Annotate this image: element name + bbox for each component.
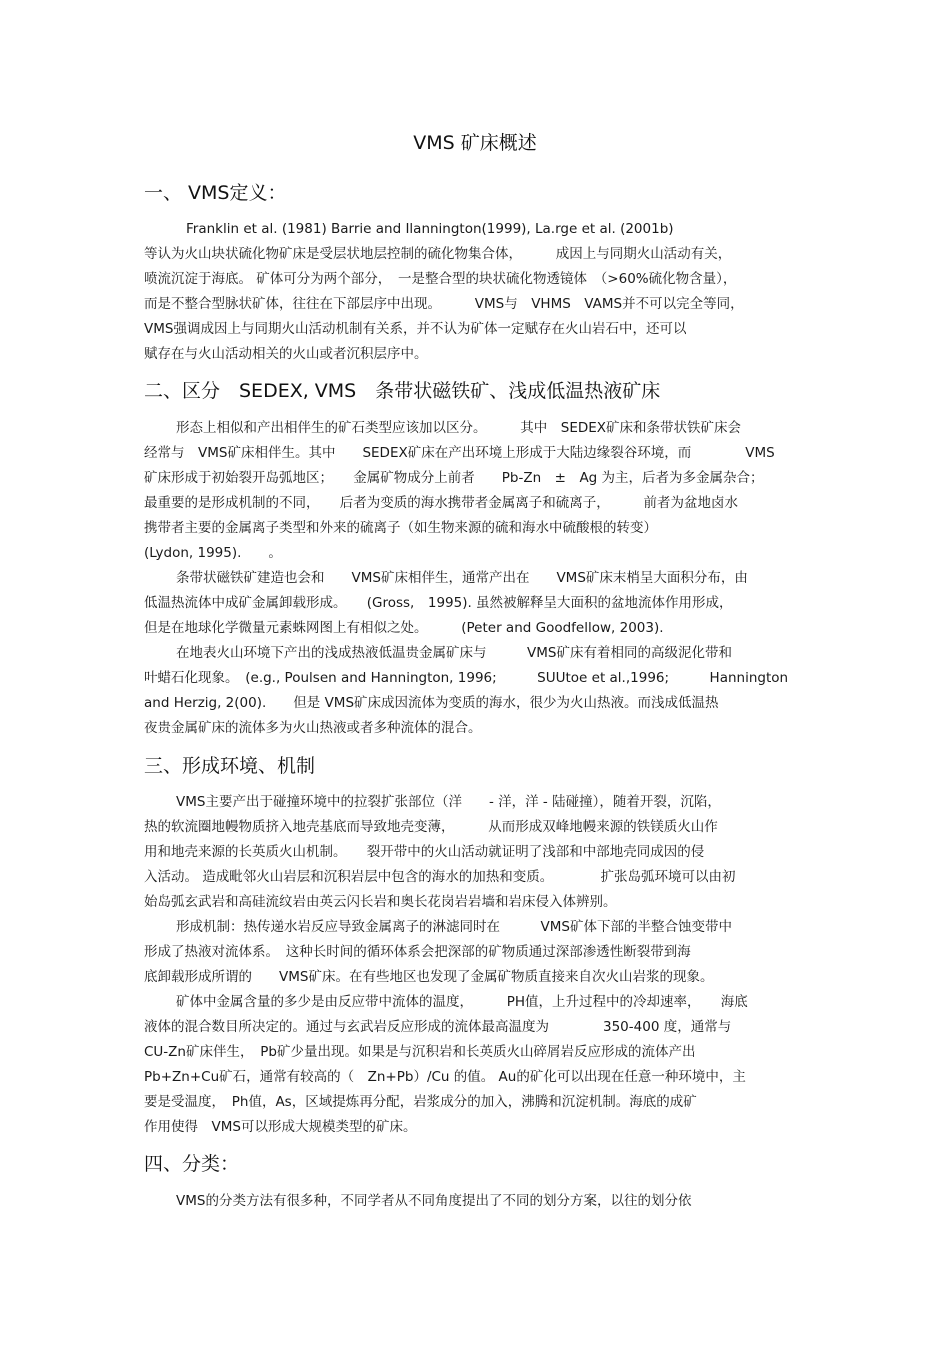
paragraph-line: VMS主要产出于碰撞环境中的拉裂扩张部位（洋 - 洋，洋 - 陆碰撞），随着开裂，沉陷， <box>176 794 721 810</box>
paragraph-line: 矿体中金属含量的多少是由反应带中流体的温度， PH值，上升过程中的冷却速率， 海底 <box>176 994 748 1010</box>
section-heading-distinction: 二、区分 SEDEX, VMS 条带状磁铁矿、浅成低温热液矿床 <box>144 380 661 402</box>
document-title: VMS 矿床概述 <box>413 132 537 154</box>
paragraph-line: 作用使得 VMS可以形成大规模类型的矿床。 <box>144 1119 417 1135</box>
paragraph-line: 喷流沉淀于海底。 矿体可分为两个部分， 一是整合型的块状硫化物透镜体 （>60%硫化物含量）， <box>144 271 737 287</box>
paragraph-line: 而是不整合型脉状矿体，往往在下部层序中出现。 VMS与 VHMS VAMS并不可以完全等同， <box>144 296 744 312</box>
paragraph-line: Franklin et al. (1981) Barrie and Ilannington(1999), La.rge et al. (2001b) <box>186 221 674 237</box>
paragraph-line: 夜贵金属矿床的流体多为火山热液或者多种流体的混合。 <box>144 720 482 736</box>
paragraph-line: 入活动。 造成毗邻火山岩层和沉积岩层中包含的海水的加热和变质。 扩张岛弧环境可以由初 <box>144 869 736 885</box>
paragraph-line: 形成机制：热传递水岩反应导致金属离子的淋滤同时在 VMS矿体下部的半整合蚀变带中 <box>176 919 732 935</box>
paragraph-line: 条带状磁铁矿建造也会和 VMS矿床相伴生，通常产出在 VMS矿床末梢呈大面积分布，由 <box>176 570 748 586</box>
paragraph-line: 在地表火山环境下产出的浅成热液低温贵金属矿床与 VMS矿床有着相同的高级泥化带和 <box>176 645 732 661</box>
paragraph-line: and Herzig, 2(00). 但是 VMS矿床成因流体为变质的海水，很少为火山热液。而浅成低温热 <box>144 695 719 711</box>
paragraph-line: 用和地壳来源的长英质火山机制。 裂开带中的火山活动就证明了浅部和中部地壳同成因的侵 <box>144 844 705 860</box>
paragraph-line: 热的软流圈地幔物质挤入地壳基底而导致地壳变薄， 从而形成双峰地幔来源的铁镁质火山作 <box>144 819 718 835</box>
paragraph-line: 要是受温度， Ph值，As，区域提炼再分配，岩浆成分的加入，沸腾和沉淀机制。海底的成矿 <box>144 1094 697 1110</box>
paragraph-line: VMS强调成因上与同期火山活动机制有关系，并不认为矿体一定赋存在火山岩石中，还可以 <box>144 321 687 337</box>
section-heading-environment: 三、形成环境、机制 <box>144 755 316 777</box>
paragraph-line: 始岛弧玄武岩和高硅流纹岩由英云闪长岩和奥长花岗岩岩墙和岩床侵入体辨别。 <box>144 894 617 910</box>
paragraph-line: 但是在地球化学微量元素蛛网图上有相似之处。 (Peter and Goodfellow, 2003). <box>144 620 664 636</box>
paragraph-line: 底卸载形成所谓的 VMS矿床。在有些地区也发现了金属矿物质直接来自次火山岩浆的现象。 <box>144 969 714 985</box>
paragraph-line: 液体的混合数目所决定的。通过与玄武岩反应形成的流体最高温度为 350-400 度，通常与 <box>144 1019 732 1035</box>
paragraph-line: 赋存在与火山活动相关的火山或者沉积层序中。 <box>144 346 428 362</box>
paragraph-line: CU-Zn矿床伴生， Pb矿少量出现。如果是与沉积岩和长英质火山碎屑岩反应形成的流体产出 <box>144 1044 696 1060</box>
paragraph-line: 形态上相似和产出相伴生的矿石类型应该加以区分。 其中 SEDEX矿床和条带状铁矿床会 <box>176 420 742 436</box>
paragraph-line: 携带者主要的金属离子类型和外来的硫离子（如生物来源的硫和海水中硫酸根的转变） <box>144 520 657 536</box>
paragraph-line: 经常与 VMS矿床相伴生。其中 SEDEX矿床在产出环境上形成于大陆边缘裂谷环境，而 VMS <box>144 445 775 461</box>
section-heading-classification: 四、分类： <box>144 1153 240 1175</box>
paragraph-line: Pb+Zn+Cu矿石，通常有较高的（ Zn+Pb）/Cu 的值。 Au的矿化可以出现在任意一种环境中，主 <box>144 1069 746 1085</box>
paragraph-line: VMS的分类方法有很多种，不同学者从不同角度提出了不同的划分方案，以往的划分依 <box>176 1193 692 1209</box>
paragraph-line: 低温热流体中成矿金属卸载形成。 (Gross, 1995). 虽然被解释呈大面积的盆地流体作用形成， <box>144 595 733 611</box>
paragraph-line: 叶蜡石化现象。 (e.g., Poulsen and Hannington, 1996; SUUtoe et al.,1996; Hannington <box>144 670 789 686</box>
paragraph-line: 形成了热液对流体系。 这种长时间的循环体系会把深部的矿物质通过深部渗透性断裂带到海 <box>144 944 691 960</box>
paragraph-line: 等认为火山块状硫化物矿床是受层状地层控制的硫化物集合体， 成因上与同期火山活动有关， <box>144 246 732 262</box>
paragraph-line: (Lydon, 1995). 。 <box>144 545 282 561</box>
paragraph-line: 矿床形成于初始裂开岛弧地区； 金属矿物成分上前者 Pb-Zn ± Ag 为主，后者为多金属杂合； <box>144 470 764 486</box>
paragraph-line: 最重要的是形成机制的不同， 后者为变质的海水携带者金属离子和硫离子， 前者为盆地卤水 <box>144 495 738 511</box>
section-heading-definition: 一、 VMS定义： <box>144 182 287 204</box>
